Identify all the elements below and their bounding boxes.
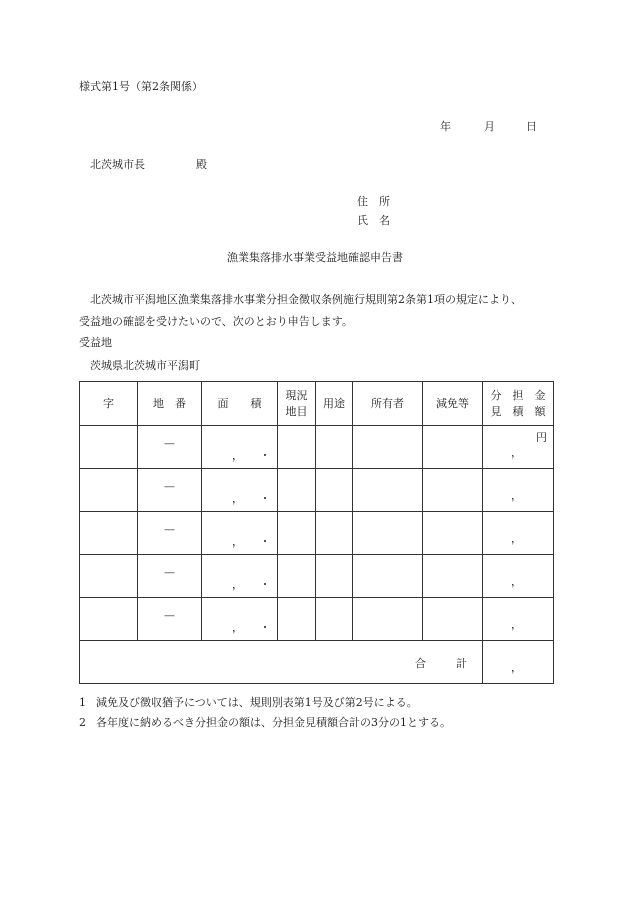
amount-cell[interactable] bbox=[483, 512, 554, 555]
total-label-2: 計 bbox=[456, 657, 467, 670]
land-category-cell[interactable] bbox=[278, 512, 316, 555]
land-category-cell[interactable] bbox=[278, 469, 316, 512]
note-number: 1 bbox=[79, 696, 86, 709]
table-header-row bbox=[80, 382, 554, 426]
use-cell[interactable] bbox=[316, 555, 353, 598]
note-item bbox=[79, 713, 451, 733]
name-label: 氏 名 bbox=[357, 214, 390, 227]
aza-cell[interactable] bbox=[80, 555, 138, 598]
document-title: 漁業集落排水事業受益地確認申告書 bbox=[227, 251, 403, 264]
header-exemption: 減免等 bbox=[423, 382, 483, 426]
area-cell[interactable] bbox=[202, 469, 278, 512]
location-value: 茨城県北茨城市平潟町 bbox=[90, 359, 200, 372]
amount-comma: ， bbox=[511, 618, 522, 631]
note-number: 2 bbox=[79, 716, 86, 729]
addressee-name: 北茨城市長 bbox=[90, 158, 145, 171]
total-label-1: 合 bbox=[415, 657, 426, 670]
table-row bbox=[80, 555, 554, 598]
chiban-dash: — bbox=[164, 565, 175, 579]
header-yoto: 用途 bbox=[316, 382, 353, 426]
land-category-cell[interactable] bbox=[278, 598, 316, 641]
exemption-cell[interactable] bbox=[423, 555, 483, 598]
owner-cell[interactable] bbox=[353, 555, 423, 598]
body-line-1: 北茨城市平潟地区漁業集落排水事業分担金徴収条例施行規則第2条第1項の規定により、 bbox=[90, 293, 522, 306]
yen-unit: 円 bbox=[536, 431, 547, 444]
chiban-cell[interactable] bbox=[138, 512, 202, 555]
area-cell[interactable] bbox=[202, 426, 278, 469]
area-dot: ・ bbox=[259, 492, 271, 505]
date-year: 年 bbox=[440, 120, 451, 133]
address-label: 住 所 bbox=[357, 195, 390, 208]
total-label-cell bbox=[80, 641, 483, 684]
owner-cell[interactable] bbox=[353, 469, 423, 512]
chiban-cell[interactable] bbox=[138, 555, 202, 598]
use-cell[interactable] bbox=[316, 512, 353, 555]
chiban-dash: — bbox=[164, 522, 175, 536]
chiban-cell[interactable] bbox=[138, 598, 202, 641]
area-dot: ・ bbox=[259, 621, 271, 634]
use-cell[interactable] bbox=[316, 598, 353, 641]
owner-cell[interactable] bbox=[353, 512, 423, 555]
date-line bbox=[440, 118, 537, 134]
area-comma: ， bbox=[232, 535, 238, 548]
body-paragraph bbox=[79, 289, 559, 333]
area-dot: ・ bbox=[259, 578, 271, 591]
date-month: 月 bbox=[484, 120, 495, 133]
header-aza: 字 bbox=[80, 382, 138, 426]
table-row bbox=[80, 598, 554, 641]
chiban-cell[interactable] bbox=[138, 426, 202, 469]
amount-cell[interactable] bbox=[483, 598, 554, 641]
area-comma: ， bbox=[232, 621, 238, 634]
amount-cell[interactable] bbox=[483, 555, 554, 598]
table-row bbox=[80, 426, 554, 469]
land-category-cell[interactable] bbox=[278, 426, 316, 469]
table-row bbox=[80, 469, 554, 512]
area-comma: ， bbox=[232, 449, 238, 462]
area-comma: ， bbox=[232, 492, 238, 505]
area-cell[interactable] bbox=[202, 555, 278, 598]
land-category-cell[interactable] bbox=[278, 555, 316, 598]
note-text: 各年度に納めるべき分担金の額は、分担金見積額合計の3分の1とする。 bbox=[96, 716, 451, 729]
body-line-2: 受益地の確認を受けたいので、次のとおり申告します。 bbox=[79, 315, 353, 328]
amount-comma: ， bbox=[511, 532, 522, 545]
owner-cell[interactable] bbox=[353, 598, 423, 641]
area-comma: ， bbox=[232, 578, 238, 591]
amount-cell[interactable] bbox=[483, 469, 554, 512]
chiban-dash: — bbox=[164, 479, 175, 493]
chiban-cell[interactable] bbox=[138, 469, 202, 512]
total-label bbox=[415, 655, 467, 671]
form-number: 様式第1号（第2条関係） bbox=[79, 80, 203, 93]
owner-cell[interactable] bbox=[353, 426, 423, 469]
use-cell[interactable] bbox=[316, 426, 353, 469]
aza-cell[interactable] bbox=[80, 469, 138, 512]
exemption-cell[interactable] bbox=[423, 426, 483, 469]
header-estimate: 分 担 金 見 積 額 bbox=[483, 382, 554, 426]
header-menseki: 面 積 bbox=[202, 382, 278, 426]
addressee-honorific: 殿 bbox=[196, 158, 207, 171]
exemption-cell[interactable] bbox=[423, 512, 483, 555]
aza-cell[interactable] bbox=[80, 426, 138, 469]
amount-comma: ， bbox=[511, 489, 522, 502]
use-cell[interactable] bbox=[316, 469, 353, 512]
total-comma: ， bbox=[511, 661, 522, 674]
header-genkyo: 現況 地目 bbox=[278, 382, 316, 426]
addressee bbox=[90, 156, 207, 172]
location-label: 受益地 bbox=[79, 336, 112, 349]
amount-comma: ， bbox=[511, 575, 522, 588]
notes bbox=[79, 693, 451, 733]
header-chiban: 地 番 bbox=[138, 382, 202, 426]
date-day: 日 bbox=[526, 120, 537, 133]
exemption-cell[interactable] bbox=[423, 469, 483, 512]
aza-cell[interactable] bbox=[80, 598, 138, 641]
area-dot: ・ bbox=[259, 535, 271, 548]
exemption-cell[interactable] bbox=[423, 598, 483, 641]
area-cell[interactable] bbox=[202, 512, 278, 555]
sender-block bbox=[357, 192, 390, 230]
property-table bbox=[79, 381, 554, 684]
chiban-dash: — bbox=[164, 436, 175, 450]
total-row bbox=[80, 641, 554, 684]
chiban-dash: — bbox=[164, 608, 175, 622]
header-owner: 所有者 bbox=[353, 382, 423, 426]
total-amount-cell[interactable] bbox=[483, 641, 554, 684]
note-text: 減免及び徴収猶予については、規則別表第1号及び第2号による。 bbox=[96, 696, 418, 709]
amount-cell[interactable] bbox=[483, 426, 554, 469]
note-item bbox=[79, 693, 451, 713]
area-dot: ・ bbox=[259, 449, 271, 462]
area-cell[interactable] bbox=[202, 598, 278, 641]
amount-comma: ， bbox=[511, 446, 522, 459]
table-row bbox=[80, 512, 554, 555]
aza-cell[interactable] bbox=[80, 512, 138, 555]
